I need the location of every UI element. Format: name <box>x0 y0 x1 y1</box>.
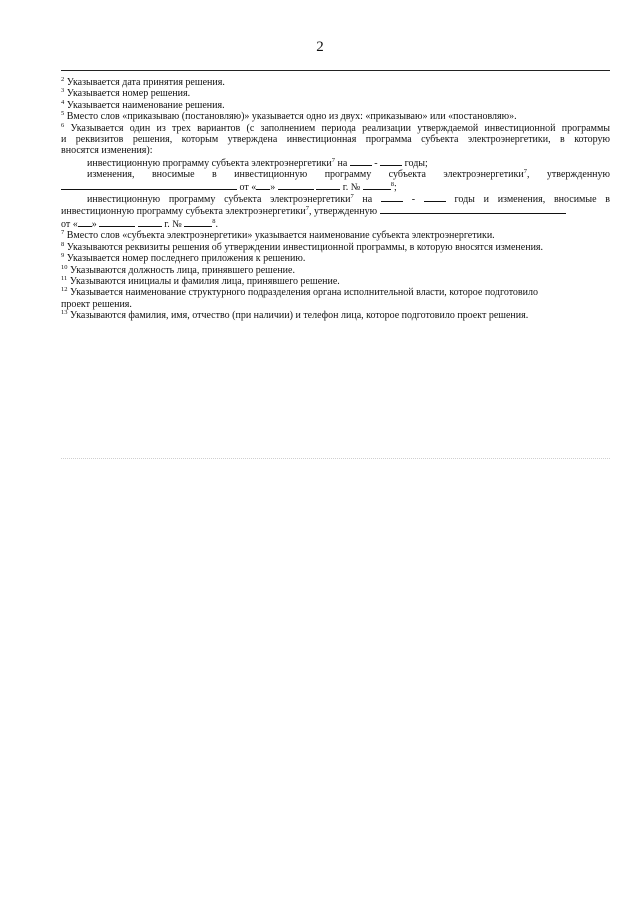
footnote-text: Указываются фамилия, имя, отчество (при наличии) и телефон лица, которое подготовило проект решения. <box>67 310 529 322</box>
footnote-2 <box>61 77 610 88</box>
footnote-mark: 7 <box>61 229 65 237</box>
blank-line <box>381 193 403 202</box>
variant-2-line2 <box>61 181 610 193</box>
blank-line <box>380 157 402 166</box>
blank-line <box>61 181 237 190</box>
variant-text: » <box>270 181 278 193</box>
footnote-text: Указывается наименование решения. <box>64 99 225 111</box>
footnote-text: Указывается номер последнего приложения к решению. <box>64 253 306 265</box>
footnote-text: Вместо слов «субъекта электроэнергетики» указывается наименование субъекта электроэнергетики. <box>64 230 495 242</box>
ref-mark: 7 <box>350 193 354 201</box>
blank-line <box>99 218 135 227</box>
footnote-6-line3: вносятся изменения): <box>61 145 153 157</box>
variant-3-line3 <box>61 218 610 230</box>
variant-text: инвестиционную программу субъекта электроэнергетики <box>61 206 306 218</box>
footnote-10 <box>61 265 610 276</box>
footnote-text: Указывается один из трех вариантов (с заполнением периода реализации утверждаемой инвестиционной программы <box>64 122 610 134</box>
footnote-text: Указывается номер решения. <box>64 88 191 100</box>
footnote-3 <box>61 88 610 99</box>
variant-3-line2 <box>61 205 610 217</box>
variant-1 <box>61 157 610 169</box>
blank-line <box>256 181 270 190</box>
variant-3-line1 <box>61 193 610 205</box>
footnote-mark: 10 <box>61 263 68 271</box>
blank-line <box>380 205 566 214</box>
variant-text: . <box>215 218 219 230</box>
footnote-mark: 2 <box>61 76 65 83</box>
footnote-mark: 3 <box>61 87 65 95</box>
footnote-13 <box>61 310 610 321</box>
blank-line <box>350 157 372 166</box>
variant-text: от « <box>237 181 257 193</box>
footnote-12 <box>61 287 610 298</box>
blank-line <box>363 181 391 190</box>
variant-text: - <box>402 194 424 206</box>
footnote-mark: 11 <box>61 274 68 282</box>
footnote-11 <box>61 276 610 287</box>
footnote-text: Указываются реквизиты решения об утверждении инвестиционной программы, в которую вносятся изменения. <box>64 241 544 253</box>
scan-artifact-line <box>61 458 610 459</box>
footnote-text: Вместо слов «приказываю (постановляю)» указывается одно из двух: «приказываю» или «постановляю». <box>64 111 517 123</box>
footnote-text: Указываются инициалы и фамилия лица, принявшего решение. <box>67 275 340 287</box>
variant-text: годы; <box>402 157 428 169</box>
footnote-mark: 9 <box>61 252 65 260</box>
footnote-mark: 6 <box>61 121 65 129</box>
variant-text: на <box>353 194 381 206</box>
variant-text: ; <box>394 181 397 193</box>
footnote-7 <box>61 230 610 241</box>
footnote-mark: 13 <box>61 309 68 317</box>
footnote-mark: 12 <box>61 286 68 294</box>
variant-text: инвестиционную программу субъекта электроэнергетики <box>87 194 351 206</box>
blank-line <box>138 218 162 227</box>
footnote-mark: 4 <box>61 98 65 106</box>
footnote-6-line1 <box>61 123 610 134</box>
footnote-text: Указываются должность лица, принявшего решение. <box>67 264 295 276</box>
ref-mark: 8 <box>212 217 216 225</box>
blank-line <box>78 218 92 227</box>
blank-line <box>424 193 446 202</box>
ref-mark: 7 <box>331 156 335 164</box>
footnote-8 <box>61 242 610 253</box>
variant-text: , утвержденную <box>308 206 378 218</box>
footnote-text: Указывается дата принятия решения. <box>64 77 225 88</box>
variant-text: г. № <box>340 181 363 193</box>
footnotes <box>61 77 610 322</box>
variant-text: г. № <box>161 218 185 230</box>
variant-text: годы и изменения, вносимые в <box>445 194 610 206</box>
footnote-5 <box>61 111 610 122</box>
ref-mark: 7 <box>305 205 309 213</box>
variant-text: » <box>91 218 100 230</box>
variant-text: инвестиционную программу субъекта электроэнергетики <box>87 157 332 169</box>
footnote-mark: 8 <box>61 240 65 248</box>
footnote-12-cont: проект решения. <box>61 298 132 310</box>
variant-text: от « <box>61 218 78 230</box>
blank-line <box>316 181 340 190</box>
variant-2-line1 <box>61 169 610 180</box>
variant-text: на <box>334 157 350 169</box>
variant-text: , утвержденную <box>526 169 610 181</box>
blank-line <box>184 218 212 227</box>
ref-mark: 7 <box>523 168 527 176</box>
footnote-mark: 5 <box>61 110 65 118</box>
footnote-9 <box>61 253 610 264</box>
footnote-separator <box>61 70 610 71</box>
footnote-4 <box>61 100 610 111</box>
footnote-6-line2: и реквизитов решения, которым утверждена инвестиционная программа субъекта электроэнергетики, в которую <box>61 134 610 146</box>
variant-text: изменения, вносимые в инвестиционную программу субъекта электроэнергетики <box>87 169 524 181</box>
page-number: 2 <box>316 39 324 55</box>
footnote-text: Указывается наименование структурного подразделения органа исполнительной власти, которое подготовило <box>67 287 538 299</box>
blank-line <box>278 181 314 190</box>
ref-mark: 8 <box>390 180 395 188</box>
variant-text: - <box>371 157 381 169</box>
